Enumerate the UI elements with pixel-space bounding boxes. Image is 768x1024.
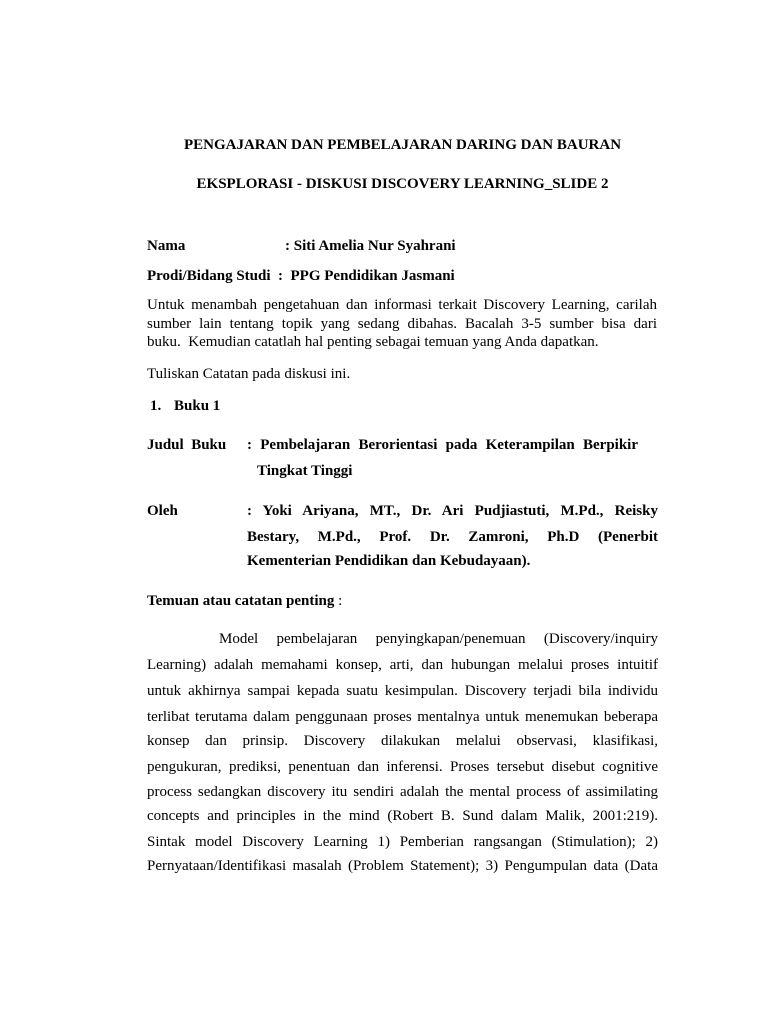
- body-line-3: untuk akhirnya sampai kepada suatu kesimpulan. Discovery terjadi bila individu: [147, 683, 658, 699]
- body-line-6: pengukuran, prediksi, penentuan dan inferensi. Proses tersebut disebut cognitive: [147, 759, 658, 775]
- judul-value-line-2: Tingkat Tinggi: [257, 463, 353, 479]
- body-line-1: Model pembelajaran penyingkapan/penemuan (Discovery/inquiry: [219, 631, 658, 647]
- list-number: 1.: [150, 398, 162, 414]
- body-line-2: Learning) adalah memahami konsep, arti, dan hubungan melalui proses intuitif: [147, 657, 658, 673]
- title-line-1: PENGAJARAN DAN PEMBELAJARAN DARING DAN BAURAN: [183, 137, 622, 153]
- temuan-label: Temuan atau catatan penting: [147, 593, 335, 609]
- oleh-value-line-3: Kementerian Pendidikan dan Kebudayaan).: [247, 553, 531, 569]
- list-item-buku: Buku 1: [174, 398, 221, 414]
- oleh-label: Oleh: [147, 503, 178, 519]
- nama-label: Nama: [147, 238, 186, 254]
- judul-label: Judul Buku: [147, 437, 227, 453]
- body-line-8: concepts and principles in the mind (Robert B. Sund dalam Malik, 2001:219).: [147, 808, 658, 824]
- nama-value: : Siti Amelia Nur Syahrani: [285, 238, 456, 254]
- intro-line-2: sumber lain tentang topik yang sedang dibahas. Bacalah 3-5 sumber bisa dari: [147, 316, 657, 332]
- body-line-7: process sedangkan discovery itu sendiri adalah the mental process of assimilating: [147, 784, 658, 800]
- intro-line-1: Untuk menambah pengetahuan dan informasi terkait Discovery Learning, carilah: [147, 297, 657, 313]
- intro-line-3: buku. Kemudian catatlah hal penting sebagai temuan yang Anda dapatkan.: [147, 334, 599, 350]
- title-line-2: EKSPLORASI - DISKUSI DISCOVERY LEARNING_SLIDE 2: [196, 176, 609, 192]
- body-line-9: Sintak model Discovery Learning 1) Pemberian rangsangan (Stimulation); 2): [147, 834, 658, 850]
- instruction: Tuliskan Catatan pada diskusi ini.: [147, 366, 351, 382]
- body-line-10: Pernyataan/Identifikasi masalah (Problem Statement); 3) Pengumpulan data (Data: [147, 858, 658, 874]
- oleh-value-line-1: : Yoki Ariyana, MT., Dr. Ari Pudjiastuti, M.Pd., Reisky: [247, 503, 658, 519]
- temuan-colon: :: [334, 593, 343, 609]
- body-line-4: terlibat terutama dalam penggunaan proses mentalnya untuk menemukan beberapa: [147, 709, 658, 725]
- temuan-heading: [147, 593, 342, 610]
- prodi-line: Prodi/Bidang Studi : PPG Pendidikan Jasmani: [147, 268, 455, 284]
- body-line-5: konsep dan prinsip. Discovery dilakukan melalui observasi, klasifikasi,: [147, 733, 658, 749]
- oleh-value-line-2: Bestary, M.Pd., Prof. Dr. Zamroni, Ph.D (Penerbit: [247, 529, 658, 545]
- judul-value-line-1: : Pembelajaran Berorientasi pada Keterampilan Berpikir: [247, 437, 638, 453]
